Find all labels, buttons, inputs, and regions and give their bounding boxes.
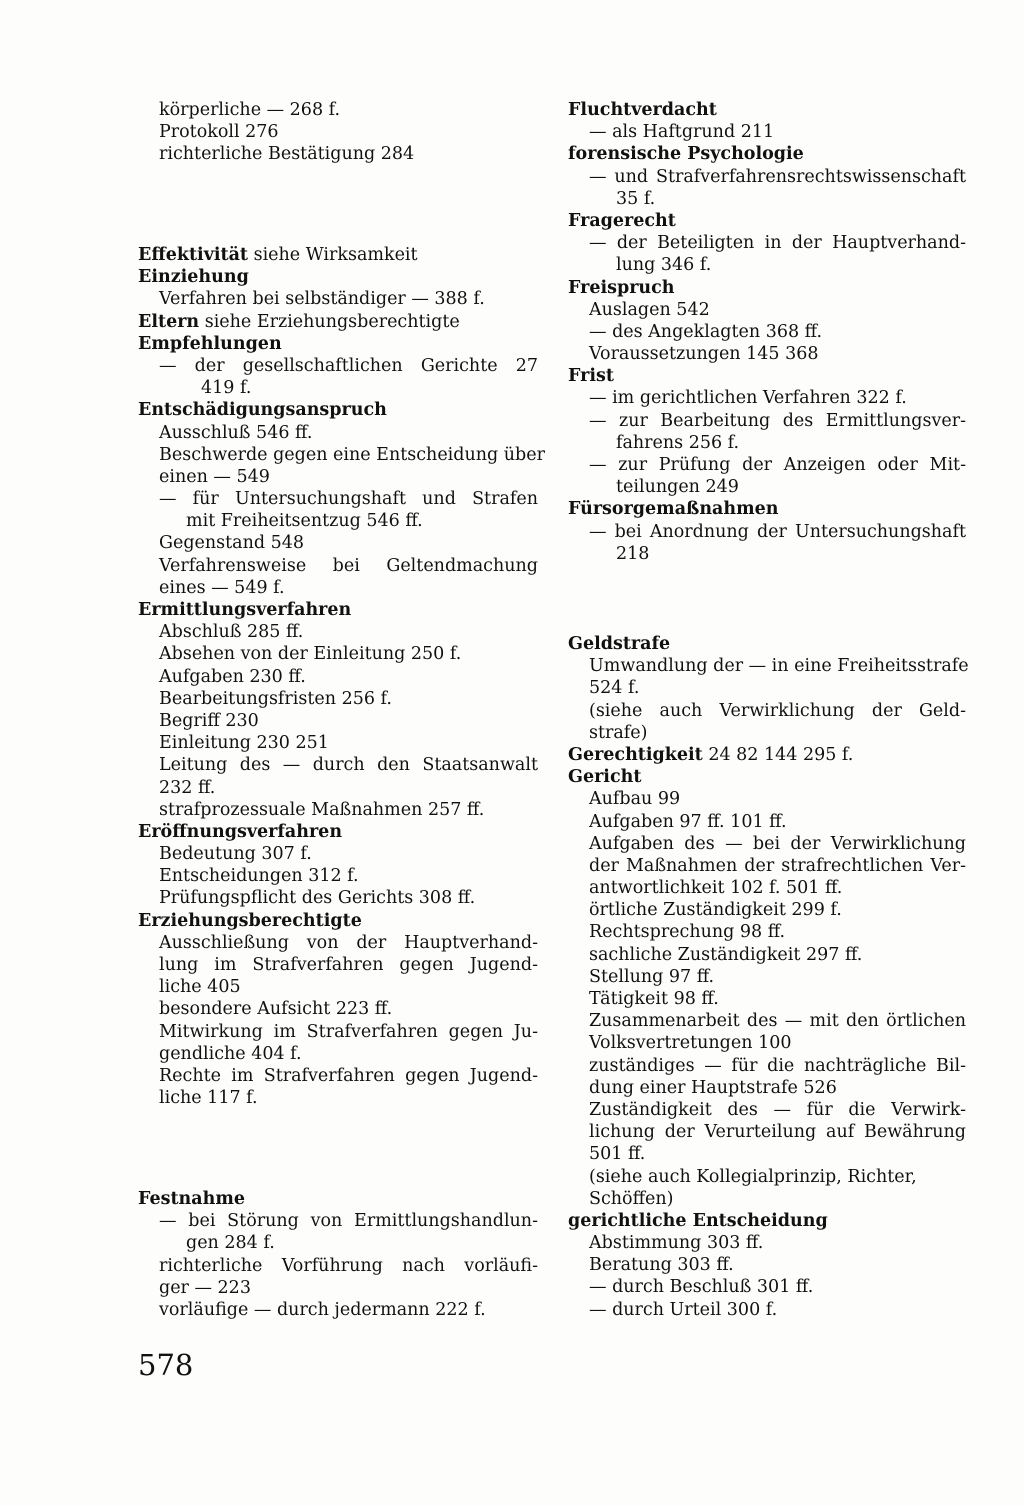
index-heading: Freispruch [568,277,675,298]
index-entry: mit Freiheitsentzug 546 ff. [186,511,423,532]
index-entry: richterliche Vorführung nach vorläufi- [159,1255,538,1276]
index-entry: gen 284 f. [186,1233,275,1254]
index-entry: örtliche Zuständigkeit 299 f. [589,900,842,921]
index-entry: zuständiges — für die nachträgliche Bil- [589,1055,966,1076]
left-block-2 [138,244,545,1109]
index-entry: (siehe auch Verwirklichung der Geld- [589,700,966,721]
index-entry: Leitung des — durch den Staatsanwalt [159,755,538,776]
index-entry: Schöffen) [589,1188,674,1209]
index-entry: Aufgaben des — bei der Verwirklichung [589,833,966,854]
index-entry: — durch Beschluß 301 ff. [589,1277,814,1298]
index-entry: 218 [616,543,650,564]
right-block-2 [568,633,969,1321]
index-entry: liche 405 [159,977,241,998]
index-entry: Begriff 230 [159,710,259,731]
index-heading: Frist [568,366,614,387]
index-heading: Eröffnungsverfahren [138,821,343,842]
index-entry: Umwandlung der — in eine Freiheitsstrafe [589,656,969,677]
index-entry: Volksvertretungen 100 [589,1033,792,1054]
index-entry: — im gerichtlichen Verfahren 322 f. [589,388,907,409]
index-entry: — bei Anordnung der Untersuchungshaft [589,521,966,542]
index-entry: Entscheidungen 312 f. [159,866,359,887]
index-entry: lichung der Verurteilung auf Bewährung [589,1122,966,1143]
index-entry: Zuständigkeit des — für die Verwirk- [589,1099,966,1120]
index-entry: — als Haftgrund 211 [589,122,775,143]
index-entry: Zusammenarbeit des — mit den örtlichen [589,1011,966,1032]
index-entry: Verfahrensweise bei Geltendmachung [159,555,538,576]
index-entry: Prüfungspflicht des Gerichts 308 ff. [159,888,476,909]
index-entry: Tätigkeit 98 ff. [589,989,719,1009]
index-entry: — der Beteiligten in der Hauptverhand- [589,233,966,254]
index-entry: Voraussetzungen 145 368 [589,344,819,365]
index-entry: 35 f. [616,188,656,209]
index-entry: vorläufige — durch jedermann 222 f. [159,1299,486,1320]
index-entry: — der gesellschaftlichen Gerichte 27 [159,355,538,376]
index-entry: 419 f. [201,378,252,399]
index-entry: dung einer Hauptstrafe 526 [589,1077,837,1098]
index-entry: Bedeutung 307 f. [159,844,312,865]
index-entry: (siehe auch Kollegialprinzip, Richter, [589,1166,917,1187]
index-heading: Eltern siehe Erziehungsberechtigte [138,311,460,332]
index-entry: Gegenstand 548 [159,533,305,554]
index-entry: — zur Prüfung der Anzeigen oder Mit- [589,455,966,475]
index-entry: Verfahren bei selbständiger — 388 f. [159,289,485,310]
left-block-1 [138,99,538,166]
index-heading: Effektivität siehe Wirksamkeit [138,245,418,265]
index-entry: Stellung 97 ff. [589,966,715,987]
index-entry: Aufgaben 230 ff. [159,666,306,687]
index-entry: Aufgaben 97 ff. 101 ff. [589,811,787,832]
index-entry: besondere Aufsicht 223 ff. [159,999,393,1020]
index-entry: strafe) [589,722,648,743]
index-entry: Abstimmung 303 ff. [589,1233,764,1254]
index-heading: Gerechtigkeit 24 82 144 295 f. [568,744,854,765]
index-entry: lung 346 f. [616,255,712,276]
index-entry: einen — 549 [159,466,270,487]
index-heading: Fragerecht [568,210,676,231]
right-block-1 [568,99,966,565]
index-entry: Absehen von der Einleitung 250 f. [159,644,462,665]
index-entry: eines — 549 f. [159,577,285,598]
index-heading: Empfehlungen [138,333,282,354]
index-entry: richterliche Bestätigung 284 [159,144,415,165]
index-entry: gendliche 404 f. [159,1043,302,1064]
index-entry: antwortlichkeit 102 f. 501 ff. [589,878,843,899]
index-entry: ger — 223 [159,1277,251,1298]
index-entry: 501 ff. [589,1144,646,1165]
index-entry: Einleitung 230 251 [159,733,329,754]
index-heading: Ermittlungsverfahren [138,600,352,620]
index-entry: 524 f. [589,678,640,699]
index-entry: — zur Bearbeitung des Ermittlungsver- [589,410,966,431]
index-entry: Aufbau 99 [589,789,681,810]
index-entry: lung im Strafverfahren gegen Jugend- [159,955,538,975]
index-heading: gerichtliche Entscheidung [568,1210,828,1231]
index-heading: Erziehungsberechtigte [138,910,362,931]
index-entry: der Maßnahmen der strafrechtlichen Ver- [589,855,966,876]
index-heading: Entschädigungsanspruch [138,400,387,421]
index-entry: liche 117 f. [159,1088,258,1109]
index-entry: Ausschließung von der Hauptverhand- [159,932,538,953]
index-entry: — bei Störung von Ermittlungshandlun- [159,1211,538,1232]
index-heading: Fürsorgemaßnahmen [568,499,779,520]
page-number: 578 [138,1348,194,1382]
index-entry: — durch Urteil 300 f. [589,1299,778,1320]
index-heading: forensische Psychologie [568,144,804,165]
index-entry: körperliche — 268 f. [159,100,341,120]
index-entry: Beratung 303 ff. [589,1255,734,1276]
index-entry: Mitwirkung im Strafverfahren gegen Ju- [159,1021,538,1042]
index-heading: Geldstrafe [568,634,671,654]
index-entry: Protokoll 276 [159,122,279,143]
index-heading: Gericht [568,767,642,788]
left-block-3 [138,1188,538,1321]
index-entry: teilungen 249 [616,477,739,498]
index-entry: sachliche Zuständigkeit 297 ff. [589,944,863,965]
index-entry: Rechtsprechung 98 ff. [589,922,786,943]
index-entry: — für Untersuchungshaft und Strafen [159,489,538,510]
index-entry: — des Angeklagten 368 ff. [589,321,823,342]
index-entry: fahrens 256 f. [616,432,740,453]
index-entry: Abschluß 285 ff. [159,622,304,643]
index-entry: Rechte im Strafverfahren gegen Jugend- [159,1065,538,1086]
index-heading: Festnahme [138,1189,245,1209]
index-entry: 232 ff. [159,777,216,798]
index-entry: Bearbeitungsfristen 256 f. [159,688,392,709]
index-entry: Beschwerde gegen eine Entscheidung über [159,444,545,465]
index-heading: Einziehung [138,267,249,288]
index-entry: Ausschluß 546 ff. [159,422,313,443]
index-entry: strafprozessuale Maßnahmen 257 ff. [159,799,485,820]
index-entry: Auslagen 542 [589,299,710,320]
index-heading: Fluchtverdacht [568,100,717,120]
index-entry: — und Strafverfahrensrechtswissenschaft [589,166,966,187]
